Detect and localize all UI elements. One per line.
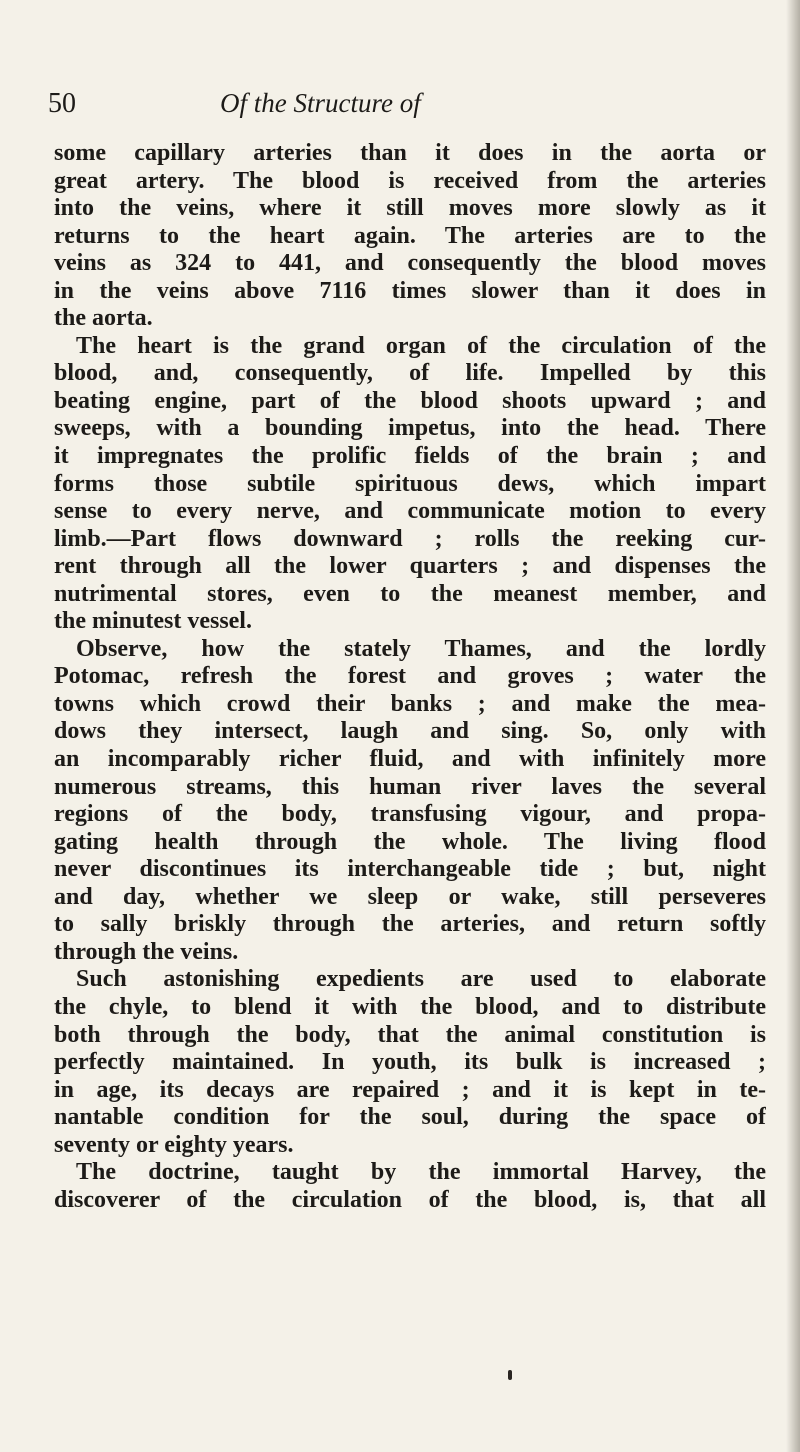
text-line: both through the body, that the animal constitution is	[54, 1021, 766, 1048]
text-line: sense to every nerve, and communicate motion to every	[54, 498, 766, 525]
text-line: gating health through the whole. The living flood	[54, 828, 766, 855]
text-line: returns to the heart again. The arteries are to the	[54, 222, 766, 249]
text-line: The heart is the grand organ of the circulation of the	[76, 332, 766, 359]
text-line: perfectly maintained. In youth, its bulk is increased ;	[54, 1049, 766, 1076]
text-line: Observe, how the stately Thames, and the lordly	[76, 635, 766, 662]
text-line: it impregnates the prolific fields of the brain ; and	[54, 443, 766, 470]
text-line: blood, and, consequently, of life. Impelled by this	[54, 360, 766, 387]
text-line: an incomparably richer fluid, and with infinitely more	[54, 746, 766, 773]
text-line: never discontinues its interchangeable tide ; but, night	[54, 856, 766, 883]
text-line: Such astonishing expedients are used to elaborate	[76, 966, 766, 993]
text-line: beating engine, part of the blood shoots upward ; and	[54, 387, 766, 414]
text-line: the aorta.	[54, 305, 153, 332]
text-line: towns which crowd their banks ; and make the mea-	[54, 690, 766, 717]
text-line: great artery. The blood is received from the arteries	[54, 167, 766, 194]
text-line: to sally briskly through the arteries, and return softly	[54, 911, 766, 938]
text-line: dows they intersect, laugh and sing. So, only with	[54, 718, 766, 745]
text-line: nantable condition for the soul, during the space of	[54, 1104, 766, 1131]
text-line: discoverer of the circulation of the blood, is, that all	[54, 1186, 766, 1213]
text-line: through the veins.	[54, 938, 239, 965]
text-line: into the veins, where it still moves more slowly as it	[54, 195, 766, 222]
text-line: seventy or eighty years.	[54, 1131, 294, 1158]
text-line: and day, whether we sleep or wake, still perseveres	[54, 883, 766, 910]
text-line: sweeps, with a bounding impetus, into the head. There	[54, 415, 766, 442]
text-line: veins as 324 to 441, and consequently the blood moves	[54, 250, 766, 277]
text-line: some capillary arteries than it does in the aorta or	[54, 140, 766, 166]
text-line: limb.—Part flows downward ; rolls the reeking cur-	[54, 525, 766, 552]
text-line: The doctrine, taught by the immortal Harvey, the	[76, 1159, 766, 1186]
page-header	[48, 86, 688, 126]
text-line: rent through all the lower quarters ; and dispenses the	[54, 553, 766, 580]
text-line: Potomac, refresh the forest and groves ; water the	[54, 663, 766, 690]
text-line: in age, its decays are repaired ; and it is kept in te-	[54, 1076, 766, 1103]
text-line: numerous streams, this human river laves the several	[54, 773, 766, 800]
running-head: Of the Structure of	[220, 88, 421, 118]
text-line: the chyle, to blend it with the blood, and to distribute	[54, 993, 766, 1020]
ink-mark	[508, 1370, 512, 1380]
text-line: regions of the body, transfusing vigour, and propa-	[54, 801, 766, 828]
page-edge-shadow	[786, 0, 800, 1452]
text-line: forms those subtile spirituous dews, which impart	[54, 470, 766, 497]
text-line: nutrimental stores, even to the meanest member, and	[54, 580, 766, 607]
page-number: 50	[48, 88, 76, 119]
text-line: in the veins above 7116 times slower than it does in	[54, 277, 766, 304]
text-line: the minutest vessel.	[54, 608, 252, 635]
body-text	[54, 140, 766, 1214]
